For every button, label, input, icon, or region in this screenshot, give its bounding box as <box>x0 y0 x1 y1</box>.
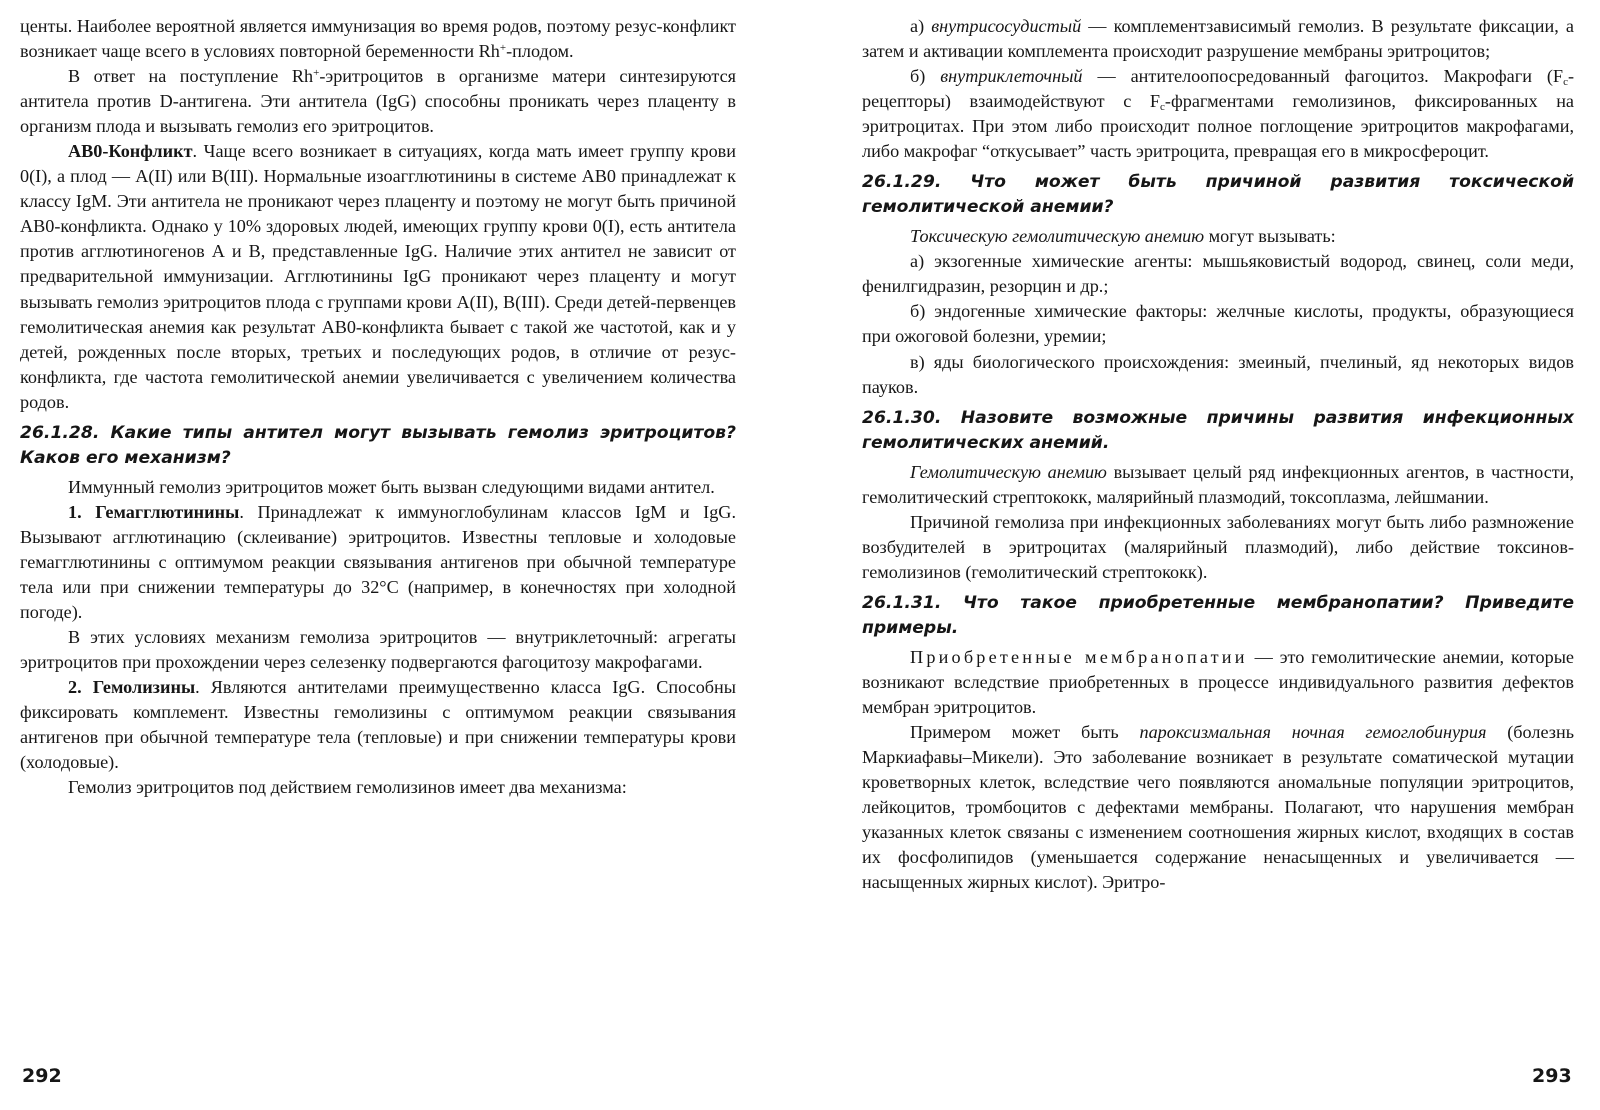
text: -рецепторы) взаимодействуют с F <box>862 66 1575 112</box>
text: а) экзогенные химические агенты: мышьяковистый водород, свинец, соли меди, фенилгидразин, резорцин и др.; <box>862 251 1574 297</box>
term-italic: внутрисосудистый <box>931 16 1082 36</box>
paragraph <box>20 500 736 625</box>
subscript: c <box>1160 101 1165 114</box>
paragraph <box>862 249 1574 299</box>
text: — комплементзависимый гемолиз. В результате фиксации, а затем и активации комплемента происходит разрушение мембраны эритроцитов; <box>862 16 1574 62</box>
paragraph <box>20 675 736 775</box>
superscript: + <box>313 67 320 80</box>
term-italic: внутриклеточный <box>940 66 1083 87</box>
text: Гемолиз эритроцитов под действием гемолизинов имеет два механизма: <box>68 777 627 798</box>
term-bold: АВ0-Конфликт <box>68 141 193 162</box>
text: В этих условиях механизм гемолиза эритроцитов — внутриклеточный: агрегаты эритроцитов при прохождении через селезенку подвергаются фагоцитозу макрофагами. <box>20 627 736 673</box>
superscript: + <box>499 42 507 55</box>
paragraph <box>862 720 1574 895</box>
text: могут вызывать: <box>1204 226 1336 247</box>
term-bold: 1. Гемагглютинины <box>68 501 240 522</box>
paragraph <box>862 510 1574 585</box>
page-number-left: 292 <box>22 1065 62 1087</box>
paragraph <box>862 350 1574 400</box>
text: -фрагментами гемолизинов, фиксированных на эритроцитах. При этом либо происходит полное поглощение эритроцитов макрофагами, либо макрофаг “откусывает” часть эритроцита, превращая его в микросфероцит. <box>862 91 1574 162</box>
paragraph <box>20 475 736 500</box>
text: В ответ на поступление Rh <box>68 66 314 87</box>
text: — это гемолитические анемии, которые возникают вследствие приобретенных в процессе индивидуального развития дефектов мембран эритроцитов. <box>862 646 1574 717</box>
term-spaced: Приобретенные мембранопатии <box>910 646 1248 667</box>
page-number-right: 293 <box>1532 1065 1572 1087</box>
term-italic: Гемолитическую анемию <box>910 461 1107 482</box>
text: — антителоопосредованный фагоцитоз. Макрофаги (F <box>1082 66 1564 87</box>
term-italic: пароксизмальная ночная гемоглобинурия <box>1139 721 1487 742</box>
paragraph <box>862 224 1574 249</box>
text: б) <box>910 66 941 87</box>
paragraph <box>20 625 736 675</box>
text: вызывает целый ряд инфекционных агентов, в частности, гемолитический стрептококк, малярийный плазмодий, токсоплазма, лейшмании. <box>862 461 1574 507</box>
paragraph <box>862 14 1574 64</box>
paragraph <box>20 139 736 415</box>
text: центы. Наиболее вероятной является иммунизация во время родов, поэтому резус-конфликт возникает чаще всего в условиях повторной беременности Rh <box>20 16 736 62</box>
text: б) эндогенные химические факторы: желчные кислоты, продукты, образующиеся при ожоговой болезни, уремии; <box>862 301 1574 347</box>
text: в) яды биологического происхождения: змеиный, пчелиный, яд некоторых видов пауков. <box>862 351 1574 397</box>
paragraph <box>20 775 736 800</box>
paragraph <box>862 460 1574 510</box>
paragraph <box>862 645 1574 720</box>
text: (болезнь Маркиафавы–Микели). Это заболевание возникает в результате соматической мутации кроветворных клеток, вследствие чего появляются аномальные популяции эритроцитов, лейкоцитов, тромбоцитов с дефектами мембраны. Полагают, что нарушения мембран указанных клеток связаны с изменением соотношения жирных кислот, входящих в состав их фосфолипидов (уменьшается содержание ненасыщенных и увеличивается — насыщенных жирных кислот). Эритро- <box>862 721 1574 893</box>
right-page <box>862 14 1574 895</box>
text: . Чаще всего возникает в ситуациях, когда мать имеет группу крови 0(I), а плод — А(II) или В(III). Нормальные изоагглютинины в системе АВ0 принадлежат к классу IgM. Эти антитела не проникают через плаценту и поэтому не могут быть причиной АВ0-конфликта. Однако у 10% здоровых людей, имеющих группу крови 0(I), есть антитела против агглютиногенов А и В, представленные IgG. Наличие этих антител не зависит от предварительной иммунизации. Агглютинины IgG проникают через плаценту и могут вызывать гемолиз эритроцитов плода с группами крови А(II), В(III). Среди детей-первенцев гемолитическая анемия как результат АВ0-конфликта бывает с такой же частотой, как и у детей, рожденных после вторых, третьих и последующих родов, в отличие от резус-конфликта, где частота гемолитической анемии увеличивается с увеличением количества родов. <box>20 141 736 412</box>
text: . Принадлежат к иммуноглобулинам классов IgM и IgG. Вызывают агглютинацию (склеивание) эритроцитов. Известны тепловые и холодовые гемагглютинины с оптимумом реакции связывания антигенов при обычной температуре тела или при снижении температуры до 32°С (например, в конечностях при холодной погоде). <box>20 501 736 622</box>
section-heading: 26.1.31. Что такое приобретенные мембранопатии? Приведите примеры. <box>862 592 1574 638</box>
text: Иммунный гемолиз эритроцитов может быть вызван следующими видами антител. <box>68 476 715 497</box>
text: -плодом. <box>506 41 574 62</box>
paragraph <box>862 299 1574 349</box>
left-page <box>20 14 736 800</box>
paragraph <box>20 14 736 64</box>
text: а) <box>910 16 932 36</box>
paragraph <box>20 64 736 139</box>
term-bold: 2. Гемолизины <box>68 677 196 698</box>
term-italic: Токсическую гемолитическую анемию <box>910 226 1205 247</box>
text: Примером может быть <box>910 721 1140 742</box>
section-heading: 26.1.29. Что может быть причиной развития токсической гемолитической анемии? <box>862 172 1574 218</box>
section-heading: 26.1.28. Какие типы антител могут вызывать гемолиз эритроцитов? Каков его механизм? <box>20 422 736 468</box>
text: -эритроцитов в организме матери синтезируются антитела против D-антигена. Эти антитела (IgG) способны проникать через плаценту в организм плода и вызывать гемолиз его эритроцитов. <box>20 66 737 137</box>
paragraph <box>862 64 1574 164</box>
subscript: c <box>1563 76 1568 89</box>
text: . Являются антителами преимущественно класса IgG. Способны фиксировать комплемент. Известны гемолизины с оптимумом реакции связывания антигенов при обычной температуре тела (тепловые) и при снижении температуры крови (холодовые). <box>20 677 736 773</box>
text: Причиной гемолиза при инфекционных заболеваниях могут быть либо размножение возбудителей в эритроцитах (малярийный плазмодий), либо действие токсинов-гемолизинов (гемолитический стрептококк). <box>862 511 1574 582</box>
section-heading: 26.1.30. Назовите возможные причины развития инфекционных гемолитических анемий. <box>862 407 1574 453</box>
